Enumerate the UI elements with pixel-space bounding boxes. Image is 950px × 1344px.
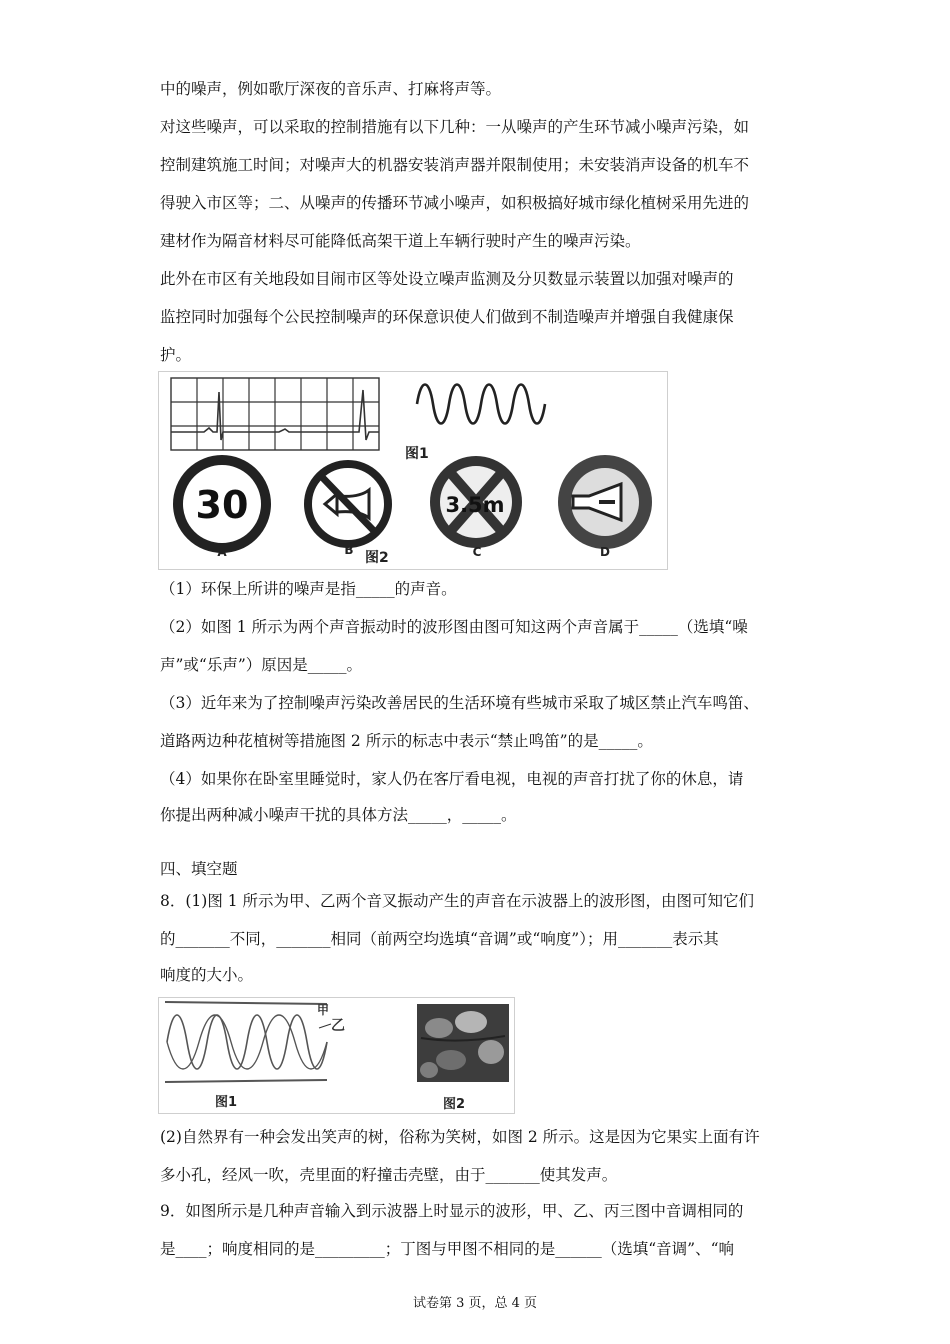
- fig2-label: 图2: [365, 550, 389, 566]
- text-line: 对这些噪声，可以采取的控制措施有以下几种：一从噪声的产生环节减小噪声污染，如: [160, 118, 750, 136]
- sign-c-letter: C: [472, 545, 482, 559]
- text-line: 得驶入市区等；二、从噪声的传播环节减小噪声，如积极搞好城市绿化植树采用先进的: [160, 194, 750, 212]
- text-line: 监控同时加强每个公民控制噪声的环保意识使人们做到不制造噪声并增强自我健康保: [160, 308, 734, 326]
- sign-b-no-horn-icon: [308, 464, 388, 544]
- fig2-label-2: 图2: [443, 1097, 466, 1112]
- figure-noise-signs: [158, 371, 668, 570]
- question-line: 道路两边种花植树等措施图 2 所示的标志中表示“禁止鸣笛”的是_____。: [160, 732, 653, 750]
- question-line: 8．(1)图 1 所示为甲、乙两个音叉振动产生的声音在示波器上的波形图，由图可知它们: [160, 892, 755, 910]
- question-line: （3）近年来为了控制噪声污染改善居民的生活环境有些城市采取了城区禁止汽车鸣笛、: [160, 694, 759, 712]
- text-line: 此外在市区有关地段如目闹市区等处设立噪声监测及分贝数显示装置以加强对噪声的: [160, 270, 734, 288]
- sign-a-speed-limit-icon: [178, 460, 266, 548]
- text-line: 中的噪声，例如歌厅深夜的音乐声、打麻将声等。: [160, 80, 502, 98]
- question-line: 你提出两种减小噪声干扰的具体方法_____，_____。: [160, 806, 517, 824]
- text-line: 护。: [160, 346, 192, 364]
- sign-a-text: 30: [195, 483, 249, 527]
- sign-c-text: 3.5m: [445, 493, 505, 517]
- question-line: 声”或“乐声”）原因是_____。: [160, 656, 363, 674]
- sign-b-letter: B: [344, 543, 354, 557]
- fig1-label: 图1: [405, 446, 429, 462]
- question-line: （2）如图 1 所示为两个声音振动时的波形图由图可知这两个声音属于_____（选填“噪: [160, 618, 748, 636]
- question-line: （1）环保上所讲的噪声是指_____的声音。: [160, 580, 457, 598]
- sine-waveform-image: [417, 385, 545, 424]
- page-footer: 试卷第 3 页，总 4 页: [412, 1296, 538, 1311]
- question-line: 9．如图所示是几种声音输入到示波器上时显示的波形，甲、乙、丙三图中音调相同的: [160, 1202, 744, 1220]
- question-line: 是____；响度相同的是_________；丁图与甲图不相同的是______（选填“音调”、“响: [160, 1240, 735, 1258]
- question-line: （4）如果你在卧室里睡觉时，家人仍在客厅看电视，电视的声音打扰了你的休息，请: [160, 770, 744, 788]
- figure-oscilloscope-tree-drawing: [159, 998, 514, 1113]
- figure-noise-signs-drawing: [159, 372, 667, 569]
- question-line: (2)自然界有一种会发出笑声的树，俗称为笑树，如图 2 所示。这是因为它果实上面有许: [160, 1128, 760, 1146]
- section-heading: 四、填空题: [160, 860, 238, 878]
- question-line: 的_______不同，_______相同（前两空均选填“音调”或“响度”）；用_______表示其: [160, 930, 719, 948]
- sign-c-crossed-height-icon: [430, 456, 522, 548]
- sign-a-letter: A: [217, 545, 227, 559]
- question-line: 响度的大小。: [160, 966, 254, 984]
- text-line: 建材作为隔音材料尽可能降低高架干道上车辆行驶时产生的噪声污染。: [160, 232, 641, 250]
- sign-d-horn-icon: [558, 455, 652, 549]
- sign-d-letter: D: [600, 545, 610, 559]
- question-line: 多小孔，经风一吹，壳里面的籽撞击壳壁，由于_______使其发声。: [160, 1166, 618, 1184]
- label-yi: 乙: [331, 1018, 345, 1034]
- text-line: 控制建筑施工时间；对噪声大的机器安装消声器并限制使用；未安装消声设备的机车不: [160, 156, 750, 174]
- oscilloscope-waveform-image: [165, 1002, 330, 1082]
- label-jia: 甲: [317, 1003, 330, 1017]
- figure-oscilloscope-tree: [158, 997, 515, 1114]
- fig1-label-2: 图1: [215, 1095, 238, 1110]
- laughing-tree-photo: [417, 1004, 509, 1082]
- ecg-waveform-image: [171, 378, 379, 450]
